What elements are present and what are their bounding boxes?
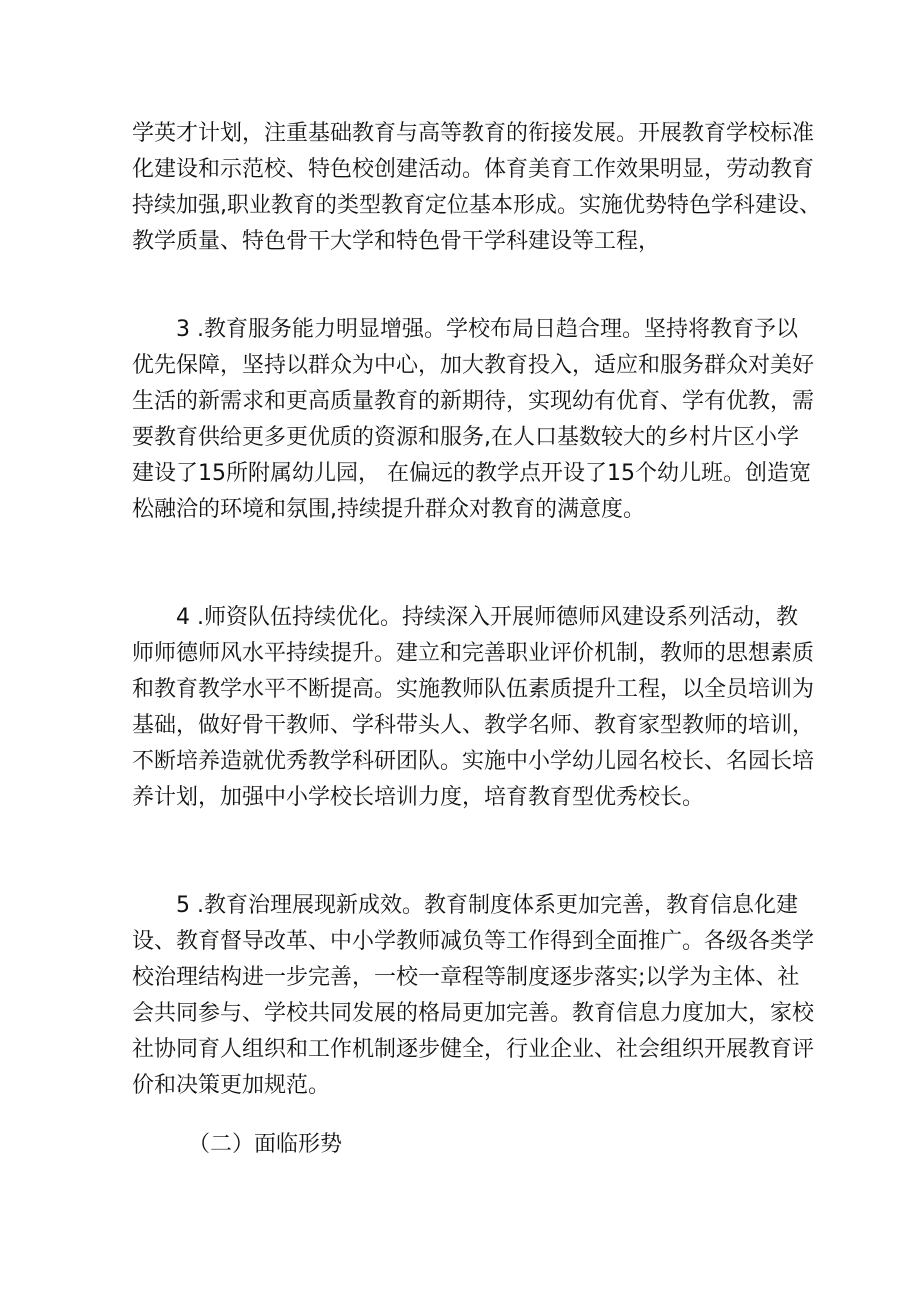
text-line: 价和决策更加规范。 — [132, 1073, 331, 1098]
text-line: 基础，做好骨干教师、学科带头人、教学名师、教育家型教师的培训， — [132, 713, 815, 738]
text-line: 优先保障，坚持以群众为中心，加大教育投入，适应和服务群众对美好 — [132, 353, 815, 378]
paragraph-service-capacity — [132, 312, 815, 528]
text-line: 养计划，加强中小学校长培训力度，培育教育型优秀校长。 — [132, 785, 705, 810]
text-line: 师师德师风水平持续提升。建立和完善职业评价机制，教师的思想素质 — [132, 641, 815, 666]
text-line: 4 .师资队伍持续优化。持续深入开展师德师风建设系列活动，教 — [176, 605, 798, 630]
paragraph-talent-plan — [132, 116, 821, 260]
text-line: 5 .教育治理展现新成效。教育制度体系更加完善，教育信息化建 — [176, 893, 798, 918]
paragraph-governance — [132, 888, 815, 1104]
text-line: 持续加强,职业教育的类型教育定位基本形成。实施优势特色学科建设、 — [132, 193, 821, 218]
text-line: 校治理结构进一步完善，一校一章程等制度逐步落实;以学为主体、社 — [132, 965, 800, 990]
text-line: 3 .教育服务能力明显增强。学校布局日趋合理。坚持将教育予以 — [176, 317, 798, 342]
text-line: 会共同参与、学校共同发展的格局更加完善。教育信息力度加大，家校 — [132, 1001, 815, 1026]
paragraph-teacher-team — [132, 600, 815, 816]
text-line: 不断培养造就优秀教学科研团队。实施中小学幼儿园名校长、名园长培 — [132, 749, 815, 774]
text-line: 建设了15所附属幼儿园， 在偏远的教学点开设了15个幼儿班。创造宽 — [132, 461, 811, 486]
text-line: 化建设和示范校、特色校创建活动。体育美育工作效果明显，劳动教育 — [132, 157, 815, 182]
text-line: 生活的新需求和更高质量教育的新期待，实现幼有优育、学有优教，需 — [132, 389, 815, 414]
text-line: 要教育供给更多更优质的资源和服务,在人口基数较大的乡村片区小学 — [132, 425, 799, 450]
text-line: 和教育教学水平不断提高。实施教师队伍素质提升工程，以全员培训为 — [132, 677, 815, 702]
text-line: 学英才计划，注重基础教育与高等教育的衔接发展。开展教育学校标准 — [132, 121, 815, 146]
text-line: 松融洽的环境和氛围,持续提升群众对教育的满意度。 — [132, 497, 645, 522]
text-line: 设、教育督导改革、中小学教师减负等工作得到全面推广。各级各类学 — [132, 929, 815, 954]
text-line: 教学质量、特色骨干大学和特色骨干学科建设等工程， — [132, 229, 661, 254]
text-line: 社协同育人组织和工作机制逐步健全，行业企业、社会组织开展教育评 — [132, 1037, 815, 1062]
section-heading: （二）面临形势 — [188, 1132, 343, 1157]
